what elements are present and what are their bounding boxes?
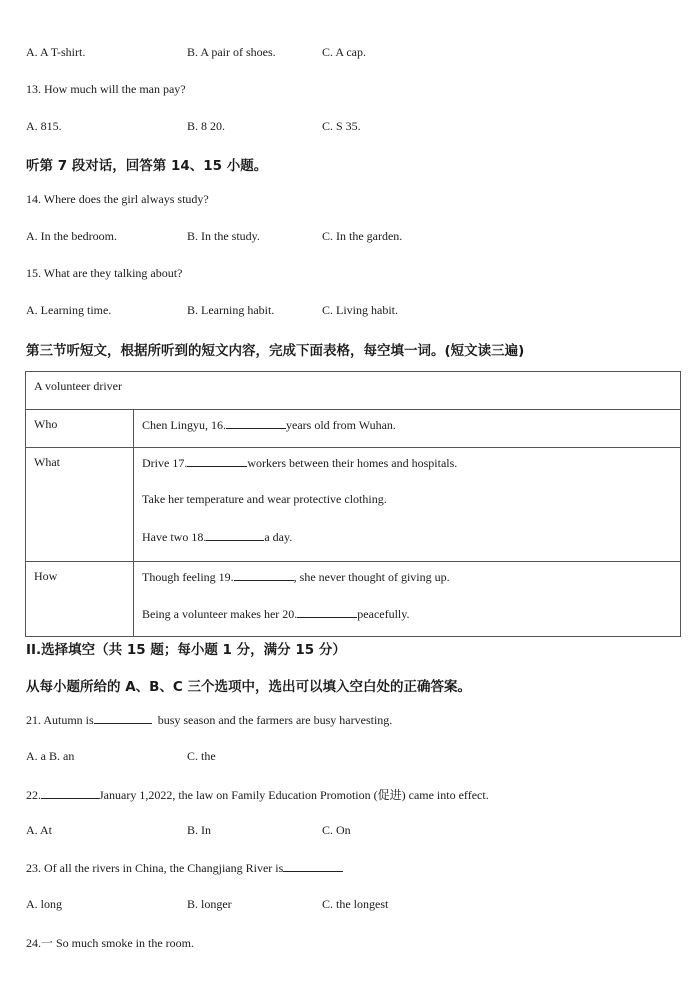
volunteer-table [25,371,681,637]
q24-question: 24.一 So much smoke in the room. [26,936,194,950]
section3-heading: 第三节听短文，根据所听到的短文内容，完成下面表格，每空填一词。(短文读三遍) [26,343,525,359]
q21-post: busy season and the farmers are busy harvesting. [157,713,393,727]
q13-option-c: C. S 35. [322,119,361,133]
q15-option-c: C. Living habit. [322,303,398,317]
table-title: A volunteer driver [34,379,122,393]
table-row-what [26,448,681,562]
what-3-post: a day. [264,530,293,544]
how-1-post: , she never thought of giving up. [293,570,450,584]
q13-option-a: A. 815. [26,119,62,133]
blank-20 [297,606,357,618]
q12-option-a: A. A T-shirt. [26,45,86,59]
q23-option-a: A. long [26,897,62,911]
table-row-how [26,562,681,637]
who-label: Who [34,417,58,431]
who-text-pre: Chen Lingyu, 16. [142,418,226,432]
q22-pre: 22. [26,788,41,802]
table-row-who [26,410,681,448]
who-content [134,410,680,433]
q14-option-a: A. In the bedroom. [26,229,117,243]
what-1-post: workers between their homes and hospitals. [247,456,458,470]
what-content [134,448,680,561]
q23-blank [283,860,343,872]
q21-pre: 21. Autumn is [26,713,94,727]
who-text-post: years old from Wuhan. [286,418,396,432]
q12-option-c: C. A cap. [322,45,366,59]
part2-instruction: 从每小题所给的 A、B、C 三个选项中，选出可以填入空白处的正确答案。 [26,679,472,695]
q21-question [26,712,392,728]
q21-option-ab: A. a B. an [26,749,75,763]
how-1-pre: Though feeling 19. [142,570,234,584]
what-2: Take her temperature and wear protective clothing. [142,492,387,506]
q22-option-c: C. On [322,823,351,837]
q21-option-c: C. the [187,749,216,763]
blank-19 [234,569,294,581]
blank-16 [226,417,286,429]
q15-question: 15. What are they talking about? [26,266,183,280]
q23-option-b: B. longer [187,897,232,911]
q12-option-b: B. A pair of shoes. [187,45,276,59]
q13-option-b: B. 8 20. [187,119,226,133]
q21-blank [94,712,152,724]
q23-pre: 23. Of all the rivers in China, the Changjiang River is [26,861,284,875]
what-1-pre: Drive 17. [142,456,188,470]
q14-question: 14. Where does the girl always study? [26,192,209,206]
q14-option-c: C. In the garden. [322,229,403,243]
q15-option-b: B. Learning habit. [187,303,275,317]
q22-post: January 1,2022, the law on Family Education Promotion (促进) came into effect. [99,788,489,802]
how-2-pre: Being a volunteer makes her 20. [142,607,298,621]
what-3-pre: Have two 18. [142,530,207,544]
what-label: What [34,455,60,469]
q22-question [26,786,489,803]
q23-question [26,860,343,876]
how-content [134,562,680,636]
section7-heading: 听第 7 段对话，回答第 14、15 小题。 [26,158,268,174]
blank-18 [206,529,264,541]
q13-question: 13. How much will the man pay? [26,82,186,96]
how-label: How [34,569,58,583]
q14-option-b: B. In the study. [187,229,260,243]
how-2-post: peacefully. [357,607,410,621]
q23-option-c: C. the longest [322,897,389,911]
part2-heading: II.选择填空（共 15 题；每小题 1 分，满分 15 分） [26,642,346,658]
table-title-row [26,372,681,410]
q22-option-a: A. At [26,823,53,837]
q22-blank [41,787,99,799]
q22-option-b: B. In [187,823,211,837]
blank-17 [187,455,247,467]
q15-option-a: A. Learning time. [26,303,112,317]
